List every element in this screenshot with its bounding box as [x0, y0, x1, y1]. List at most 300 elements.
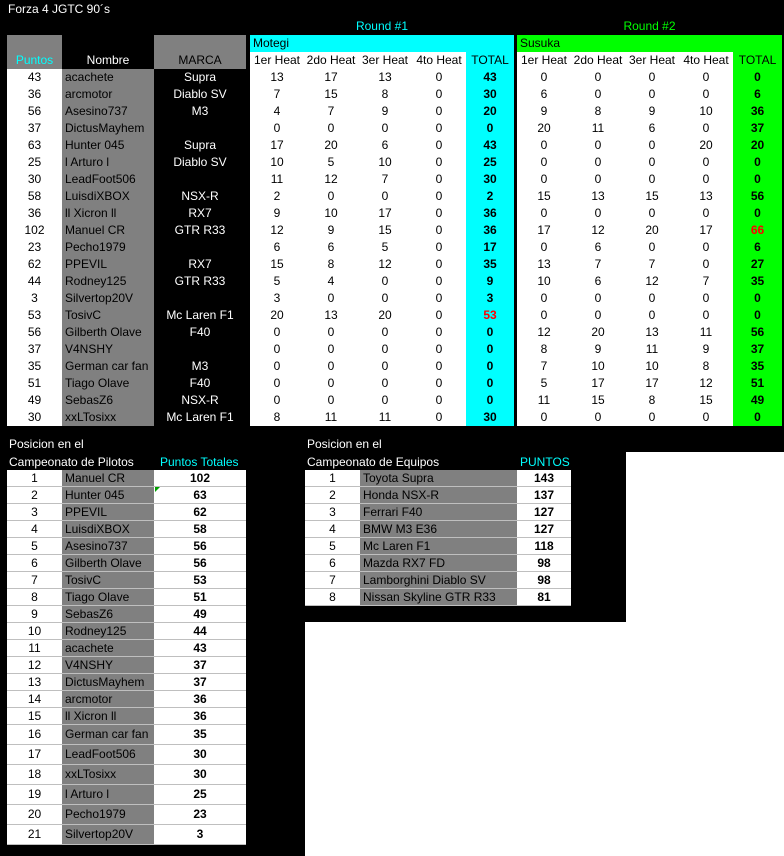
team-name: BMW M3 E36	[360, 521, 517, 538]
r2-heat-1: 0	[517, 154, 571, 171]
driver-marca	[154, 341, 246, 358]
r2-heat-2: 6	[571, 273, 625, 290]
pilot-total: 62	[154, 504, 246, 521]
r1-total: 30	[466, 86, 514, 103]
pilotos-title-2: Campeonato de Pilotos	[9, 455, 134, 469]
pilot-name: PPEVIL	[62, 504, 154, 521]
r2-heat-1: 10	[517, 273, 571, 290]
r2-heat-3: 6	[625, 120, 679, 137]
r2-header-h1: 1er Heat	[517, 52, 571, 69]
pilot-total: 43	[154, 640, 246, 657]
r2-heat-3: 12	[625, 273, 679, 290]
team-position: 8	[305, 589, 360, 606]
pilot-name: LuisdiXBOX	[62, 521, 154, 538]
r1-heat-4: 0	[412, 273, 466, 290]
list-item	[7, 504, 246, 521]
r1-heat-4: 0	[412, 171, 466, 188]
pilot-total: 30	[154, 765, 246, 785]
pilot-position: 6	[7, 555, 62, 572]
pilot-total: 56	[154, 538, 246, 555]
driver-marca: Diablo SV	[154, 154, 246, 171]
driver-marca: M3	[154, 358, 246, 375]
r2-header-h3: 3er Heat	[625, 52, 679, 69]
driver-name: acachete	[62, 69, 154, 86]
table-row	[7, 137, 782, 154]
r1-heat-1: 0	[250, 358, 304, 375]
round2-track-band	[517, 35, 782, 52]
pilot-position: 1	[7, 470, 62, 487]
driver-name: Gilberth Olave	[62, 324, 154, 341]
list-item	[7, 470, 246, 487]
list-item	[7, 745, 246, 765]
cell-comment-marker	[155, 487, 160, 492]
driver-points: 3	[7, 290, 62, 307]
pilot-total: 49	[154, 606, 246, 623]
r1-heat-4: 0	[412, 120, 466, 137]
pilot-position: 13	[7, 674, 62, 691]
round2-label: Round #2	[623, 19, 676, 33]
pilot-position: 3	[7, 504, 62, 521]
r2-total: 35	[733, 358, 782, 375]
r2-heat-4: 11	[679, 324, 733, 341]
list-item	[7, 785, 246, 805]
r2-heat-3: 10	[625, 358, 679, 375]
list-item	[305, 538, 571, 555]
r1-heat-2: 0	[304, 324, 358, 341]
driver-marca	[154, 171, 246, 188]
r1-heat-2: 0	[304, 341, 358, 358]
pilot-position: 20	[7, 805, 62, 825]
pilot-position: 18	[7, 765, 62, 785]
r2-heat-3: 0	[625, 239, 679, 256]
table-row	[7, 188, 782, 205]
r2-total: 37	[733, 120, 782, 137]
pilot-name: Pecho1979	[62, 805, 154, 825]
r1-heat-2: 11	[304, 409, 358, 426]
r1-total: 43	[466, 137, 514, 154]
r1-heat-2: 9	[304, 222, 358, 239]
driver-points: 43	[7, 69, 62, 86]
pilot-total: 53	[154, 572, 246, 589]
r1-heat-3: 0	[358, 358, 412, 375]
r1-heat-1: 0	[250, 341, 304, 358]
pilot-name: TosivC	[62, 572, 154, 589]
r1-header-h3: 3er Heat	[358, 52, 412, 69]
r2-heat-4: 0	[679, 69, 733, 86]
driver-points: 36	[7, 86, 62, 103]
r1-total: 2	[466, 188, 514, 205]
page-title: Forza 4 JGTC 90´s	[8, 2, 111, 16]
r1-total: 35	[466, 256, 514, 273]
r1-heat-4: 0	[412, 256, 466, 273]
driver-points: 36	[7, 205, 62, 222]
pilot-name: Silvertop20V	[62, 825, 154, 845]
table-row	[7, 222, 782, 239]
pilot-position: 14	[7, 691, 62, 708]
r1-heat-3: 5	[358, 239, 412, 256]
team-name: Toyota Supra	[360, 470, 517, 487]
driver-points: 37	[7, 120, 62, 137]
r1-total: 36	[466, 205, 514, 222]
r2-heat-1: 0	[517, 171, 571, 188]
team-name: Lamborghini Diablo SV	[360, 572, 517, 589]
r1-heat-3: 9	[358, 103, 412, 120]
pilot-name: arcmotor	[62, 691, 154, 708]
r1-heat-2: 6	[304, 239, 358, 256]
r1-heat-3: 10	[358, 154, 412, 171]
driver-name: PPEVIL	[62, 256, 154, 273]
r1-heat-3: 6	[358, 137, 412, 154]
r1-heat-4: 0	[412, 222, 466, 239]
pilot-position: 12	[7, 657, 62, 674]
r1-heat-1: 2	[250, 188, 304, 205]
r1-heat-4: 0	[412, 324, 466, 341]
r1-heat-3: 12	[358, 256, 412, 273]
r1-heat-4: 0	[412, 154, 466, 171]
puntos-header-band	[7, 35, 62, 52]
r1-heat-3: 0	[358, 273, 412, 290]
r2-heat-3: 0	[625, 171, 679, 188]
team-name: Mazda RX7 FD	[360, 555, 517, 572]
team-position: 2	[305, 487, 360, 504]
r1-total: 0	[466, 392, 514, 409]
driver-marca	[154, 120, 246, 137]
r1-heat-1: 9	[250, 205, 304, 222]
driver-marca: Mc Laren F1	[154, 409, 246, 426]
r2-heat-4: 12	[679, 375, 733, 392]
driver-name: Pecho1979	[62, 239, 154, 256]
team-position: 7	[305, 572, 360, 589]
list-item	[7, 765, 246, 785]
r1-total: 0	[466, 375, 514, 392]
r2-heat-3: 0	[625, 205, 679, 222]
pilot-position: 2	[7, 487, 62, 504]
table-row	[7, 256, 782, 273]
r2-heat-2: 20	[571, 324, 625, 341]
r2-heat-3: 7	[625, 256, 679, 273]
r2-heat-4: 17	[679, 222, 733, 239]
r2-heat-1: 5	[517, 375, 571, 392]
r2-heat-2: 6	[571, 239, 625, 256]
r2-total: 66	[733, 222, 782, 239]
team-points: 137	[517, 487, 571, 504]
r1-total: 43	[466, 69, 514, 86]
driver-marca: GTR R33	[154, 222, 246, 239]
driver-name: Silvertop20V	[62, 290, 154, 307]
list-item	[7, 805, 246, 825]
pilotos-title-1: Posicion en el	[9, 437, 84, 451]
r2-heat-3: 0	[625, 69, 679, 86]
driver-points: 49	[7, 392, 62, 409]
driver-name: ll Xicron ll	[62, 205, 154, 222]
r2-heat-1: 0	[517, 290, 571, 307]
pilot-name: Rodney125	[62, 623, 154, 640]
r2-total: 0	[733, 290, 782, 307]
r2-heat-4: 0	[679, 409, 733, 426]
r2-total: 51	[733, 375, 782, 392]
driver-points: 30	[7, 171, 62, 188]
list-item	[7, 487, 246, 504]
driver-marca: NSX-R	[154, 392, 246, 409]
r1-heat-1: 20	[250, 307, 304, 324]
r2-header-h2: 2do Heat	[571, 52, 625, 69]
driver-points: 25	[7, 154, 62, 171]
pilot-name: LeadFoot506	[62, 745, 154, 765]
driver-points: 63	[7, 137, 62, 154]
r2-total: 0	[733, 171, 782, 188]
r1-total: 0	[466, 324, 514, 341]
pilotos-table	[7, 470, 246, 845]
r1-heat-2: 8	[304, 256, 358, 273]
pilot-position: 21	[7, 825, 62, 845]
r1-header-h4: 4to Heat	[412, 52, 466, 69]
pilot-total: 63	[154, 487, 246, 504]
r2-heat-3: 17	[625, 375, 679, 392]
team-name: Mc Laren F1	[360, 538, 517, 555]
r1-heat-4: 0	[412, 358, 466, 375]
r1-heat-4: 0	[412, 239, 466, 256]
driver-marca: Diablo SV	[154, 86, 246, 103]
team-points: 127	[517, 521, 571, 538]
driver-points: 23	[7, 239, 62, 256]
pilot-position: 7	[7, 572, 62, 589]
team-position: 3	[305, 504, 360, 521]
driver-points: 102	[7, 222, 62, 239]
r2-heat-3: 8	[625, 392, 679, 409]
team-position: 1	[305, 470, 360, 487]
list-item	[7, 725, 246, 745]
pilot-name: ll Xicron ll	[62, 708, 154, 725]
r2-heat-2: 0	[571, 171, 625, 188]
r2-heat-3: 0	[625, 86, 679, 103]
header-puntos: Puntos	[7, 52, 62, 69]
r2-heat-2: 0	[571, 86, 625, 103]
driver-name: Rodney125	[62, 273, 154, 290]
r2-heat-1: 0	[517, 69, 571, 86]
table-row	[7, 358, 782, 375]
r1-heat-3: 0	[358, 188, 412, 205]
r1-heat-2: 0	[304, 188, 358, 205]
driver-marca: Supra	[154, 69, 246, 86]
r2-heat-4: 9	[679, 341, 733, 358]
marca-header-band	[154, 35, 246, 52]
r1-heat-1: 11	[250, 171, 304, 188]
round2-track: Susuka	[520, 36, 561, 50]
r1-total: 53	[466, 307, 514, 324]
pilot-total: 102	[154, 470, 246, 487]
r1-heat-3: 0	[358, 341, 412, 358]
r1-heat-1: 15	[250, 256, 304, 273]
list-item	[7, 623, 246, 640]
r1-heat-3: 0	[358, 324, 412, 341]
r2-heat-2: 0	[571, 69, 625, 86]
list-item	[305, 470, 571, 487]
pilot-position: 17	[7, 745, 62, 765]
r2-heat-4: 0	[679, 256, 733, 273]
r2-total: 6	[733, 86, 782, 103]
r1-heat-3: 0	[358, 120, 412, 137]
r1-heat-1: 17	[250, 137, 304, 154]
r2-total: 20	[733, 137, 782, 154]
r1-total: 0	[466, 358, 514, 375]
r2-total: 27	[733, 256, 782, 273]
r1-total: 30	[466, 409, 514, 426]
team-points: 98	[517, 572, 571, 589]
r1-heat-4: 0	[412, 205, 466, 222]
r2-total: 56	[733, 188, 782, 205]
r1-heat-1: 3	[250, 290, 304, 307]
list-item	[305, 572, 571, 589]
r2-heat-1: 20	[517, 120, 571, 137]
r1-total: 9	[466, 273, 514, 290]
pilot-name: Manuel CR	[62, 470, 154, 487]
r2-total: 0	[733, 205, 782, 222]
team-position: 5	[305, 538, 360, 555]
team-points: 143	[517, 470, 571, 487]
team-points: 81	[517, 589, 571, 606]
pilot-position: 16	[7, 725, 62, 745]
r2-total: 0	[733, 69, 782, 86]
r2-heat-2: 10	[571, 358, 625, 375]
pilot-name: acachete	[62, 640, 154, 657]
r1-heat-3: 0	[358, 375, 412, 392]
r1-total: 17	[466, 239, 514, 256]
r2-heat-4: 0	[679, 239, 733, 256]
r2-heat-2: 11	[571, 120, 625, 137]
list-item	[7, 589, 246, 606]
r1-total: 25	[466, 154, 514, 171]
r2-heat-3: 15	[625, 188, 679, 205]
driver-marca: RX7	[154, 205, 246, 222]
r2-heat-2: 0	[571, 205, 625, 222]
pilot-position: 9	[7, 606, 62, 623]
r1-heat-4: 0	[412, 409, 466, 426]
team-points: 98	[517, 555, 571, 572]
r1-heat-3: 15	[358, 222, 412, 239]
table-row	[7, 273, 782, 290]
r1-heat-2: 17	[304, 69, 358, 86]
r2-heat-3: 20	[625, 222, 679, 239]
r1-heat-1: 12	[250, 222, 304, 239]
r2-total: 0	[733, 154, 782, 171]
r1-heat-4: 0	[412, 392, 466, 409]
r1-heat-2: 10	[304, 205, 358, 222]
r2-header-total: TOTAL	[733, 52, 782, 69]
driver-points: 56	[7, 324, 62, 341]
list-item	[305, 555, 571, 572]
list-item	[7, 640, 246, 657]
driver-points: 56	[7, 103, 62, 120]
r1-total: 36	[466, 222, 514, 239]
r1-heat-2: 5	[304, 154, 358, 171]
table-row	[7, 324, 782, 341]
table-row	[7, 392, 782, 409]
r1-heat-4: 0	[412, 341, 466, 358]
r2-heat-2: 0	[571, 307, 625, 324]
r1-heat-3: 0	[358, 290, 412, 307]
r2-heat-2: 9	[571, 341, 625, 358]
pilot-position: 15	[7, 708, 62, 725]
pilot-total: 3	[154, 825, 246, 845]
r1-total: 0	[466, 120, 514, 137]
header-nombre: Nombre	[62, 52, 154, 69]
table-row	[7, 307, 782, 324]
pilot-total: 58	[154, 521, 246, 538]
list-item	[7, 606, 246, 623]
round1-track-band	[250, 35, 514, 52]
blank-area	[305, 622, 784, 856]
pilot-total: 36	[154, 691, 246, 708]
pilot-total: 36	[154, 708, 246, 725]
pilot-name: Tiago Olave	[62, 589, 154, 606]
r1-heat-1: 0	[250, 392, 304, 409]
r1-heat-4: 0	[412, 375, 466, 392]
driver-name: German car fan	[62, 358, 154, 375]
pilot-position: 8	[7, 589, 62, 606]
r2-total: 6	[733, 239, 782, 256]
pilot-total: 44	[154, 623, 246, 640]
r2-heat-3: 11	[625, 341, 679, 358]
driver-marca: M3	[154, 103, 246, 120]
driver-points: 30	[7, 409, 62, 426]
pilot-total: 35	[154, 725, 246, 745]
driver-points: 37	[7, 341, 62, 358]
pilot-position: 10	[7, 623, 62, 640]
r2-heat-2: 0	[571, 290, 625, 307]
pilot-position: 5	[7, 538, 62, 555]
list-item	[305, 589, 571, 606]
r1-heat-1: 0	[250, 120, 304, 137]
round1-label: Round #1	[355, 19, 409, 33]
blank-area-right	[626, 452, 784, 622]
pilot-name: German car fan	[62, 725, 154, 745]
r1-heat-3: 11	[358, 409, 412, 426]
r2-heat-4: 0	[679, 290, 733, 307]
r2-heat-4: 0	[679, 171, 733, 188]
driver-points: 51	[7, 375, 62, 392]
r2-heat-2: 13	[571, 188, 625, 205]
list-item	[7, 691, 246, 708]
driver-name: arcmotor	[62, 86, 154, 103]
equipos-title-1: Posicion en el	[307, 437, 382, 451]
table-row	[7, 86, 782, 103]
driver-name: l Arturo l	[62, 154, 154, 171]
team-name: Nissan Skyline GTR R33	[360, 589, 517, 606]
r1-heat-3: 17	[358, 205, 412, 222]
r1-heat-3: 0	[358, 392, 412, 409]
list-item	[7, 538, 246, 555]
r1-heat-1: 5	[250, 273, 304, 290]
r1-heat-1: 0	[250, 324, 304, 341]
r2-header-h4: 4to Heat	[679, 52, 733, 69]
pilot-name: V4NSHY	[62, 657, 154, 674]
r1-heat-4: 0	[412, 307, 466, 324]
pilot-name: Hunter 045	[62, 487, 154, 504]
r2-heat-1: 11	[517, 392, 571, 409]
table-row	[7, 103, 782, 120]
list-item	[7, 572, 246, 589]
r2-heat-4: 7	[679, 273, 733, 290]
driver-marca: F40	[154, 375, 246, 392]
r2-total: 0	[733, 409, 782, 426]
r2-total: 0	[733, 307, 782, 324]
r2-heat-4: 0	[679, 120, 733, 137]
r1-total: 20	[466, 103, 514, 120]
table-row	[7, 341, 782, 358]
equipos-table	[305, 470, 571, 606]
r2-heat-3: 9	[625, 103, 679, 120]
r1-heat-2: 4	[304, 273, 358, 290]
